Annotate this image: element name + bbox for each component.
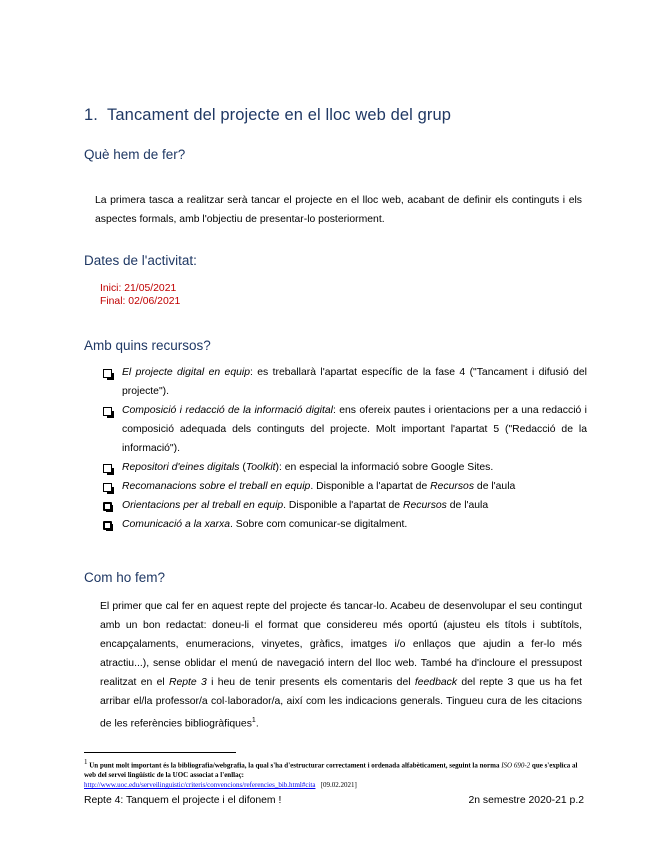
activity-dates bbox=[100, 283, 180, 308]
footnote-url-link[interactable]: http://www.uoc.edu/serveilinguistic/criteris/convencions/referencies_bib.html#cita bbox=[84, 781, 316, 790]
checkbox-bullet-icon bbox=[103, 407, 112, 416]
resource-link[interactable]: Comunicació a la xarxa bbox=[122, 519, 230, 530]
resource-link[interactable]: Composició i redacció de la informació digital bbox=[122, 405, 333, 416]
date-start: Inici: 21/05/2021 bbox=[100, 283, 177, 294]
resource-link[interactable]: Recomanacions sobre el treball en equip bbox=[122, 481, 311, 492]
footnote-ref[interactable]: 1 bbox=[251, 717, 256, 724]
section-title-what: Què hem de fer? bbox=[84, 147, 186, 162]
section-title-dates: Dates de l'activitat: bbox=[84, 253, 197, 268]
resource-link[interactable]: Repositori d'eines digitals bbox=[122, 462, 240, 473]
date-end: Final: 02/06/2021 bbox=[100, 295, 181, 307]
list-item: Orientacions per al treball en equip. Disponible a l'apartat de Recursos de l'aula bbox=[103, 496, 587, 515]
list-item: Comunicació a la xarxa. Sobre com comunicar-se digitalment. bbox=[103, 515, 587, 534]
footer-left: Repte 4: Tanquem el projecte i el difonem ! bbox=[84, 795, 282, 806]
checkbox-bullet-icon bbox=[103, 502, 112, 511]
section-what-text: La primera tasca a realitzar serà tancar el projecte en el lloc web, acabant de definir els continguts i els aspectes formals, amb l'objectiu de presentar-lo posteriorment. bbox=[95, 195, 582, 225]
page-title bbox=[84, 106, 451, 125]
resources-list bbox=[103, 363, 587, 534]
list-item: Repositori d'eines digitals (Toolkit): en especial la informació sobre Google Sites. bbox=[103, 458, 587, 477]
resource-link[interactable]: El projecte digital en equip bbox=[122, 367, 250, 378]
section-how-text: El primer que cal fer en aquest repte del projecte és tancar-lo. Acabeu de desenvolupar el seu contingut amb un bon redactat: doneu-li el format que considereu més oportú (ajusteu els títols i subtítols, encapçalaments, enumeracions, vinyetes, gràfics, imatges i/o enllaços que ajudin a fer-lo més atractiu...), sense oblidar el menú de navegació intern del lloc web. També ha d'incloure el pressupost realitzat en el Repte 3 i heu de tenir presents els comentaris del feedback del repte 3 que us ha fet arribar el/la professor/a col·laborador/a, així com les indicacions generals. Tingueu cura de les citacions de les referències bibliogràfiques$^1$. bbox=[100, 601, 582, 730]
checkbox-bullet-icon bbox=[103, 521, 112, 530]
section-title-resources: Amb quins recursos? bbox=[84, 338, 211, 353]
footnote: $^1$ Un punt molt important és la bibliografia/webgrafia, la qual s'ha d'estructurar correctament i ordenada alfabèticament, seguint la norma ISO 690-2 que s'explica al web del servei lingüístic de la UOC associat a l'enllaç: http://www.uoc.edu/serveilinguistic/criteris/convencions/referencies_bib.html#cita [09.02.2021] bbox=[84, 758, 578, 790]
list-item: El projecte digital en equip: es treballarà l'apartat específic de la fase 4 ("Tancament i difusió del projecte"). bbox=[103, 363, 587, 401]
resource-link[interactable]: Orientacions per al treball en equip bbox=[122, 500, 284, 511]
footer-right: 2n semestre 2020-21 p.2 bbox=[468, 795, 584, 806]
heading-number: 1. bbox=[84, 106, 98, 124]
checkbox-bullet-icon bbox=[103, 369, 112, 378]
section-title-how: Com ho fem? bbox=[84, 570, 166, 585]
footnote-separator bbox=[84, 752, 236, 753]
list-item: Composició i redacció de la informació digital: ens ofereix pautes i orientacions per a una redacció i composició adequada dels continguts del projecte. Molt important l'apartat 5 ("Redacció de la informació"). bbox=[103, 401, 587, 458]
checkbox-bullet-icon bbox=[103, 483, 112, 492]
heading-title: Tancament del projecte en el lloc web del grup bbox=[107, 106, 452, 124]
list-item: Recomanacions sobre el treball en equip. Disponible a l'apartat de Recursos de l'aula bbox=[103, 477, 587, 496]
checkbox-bullet-icon bbox=[103, 464, 112, 473]
